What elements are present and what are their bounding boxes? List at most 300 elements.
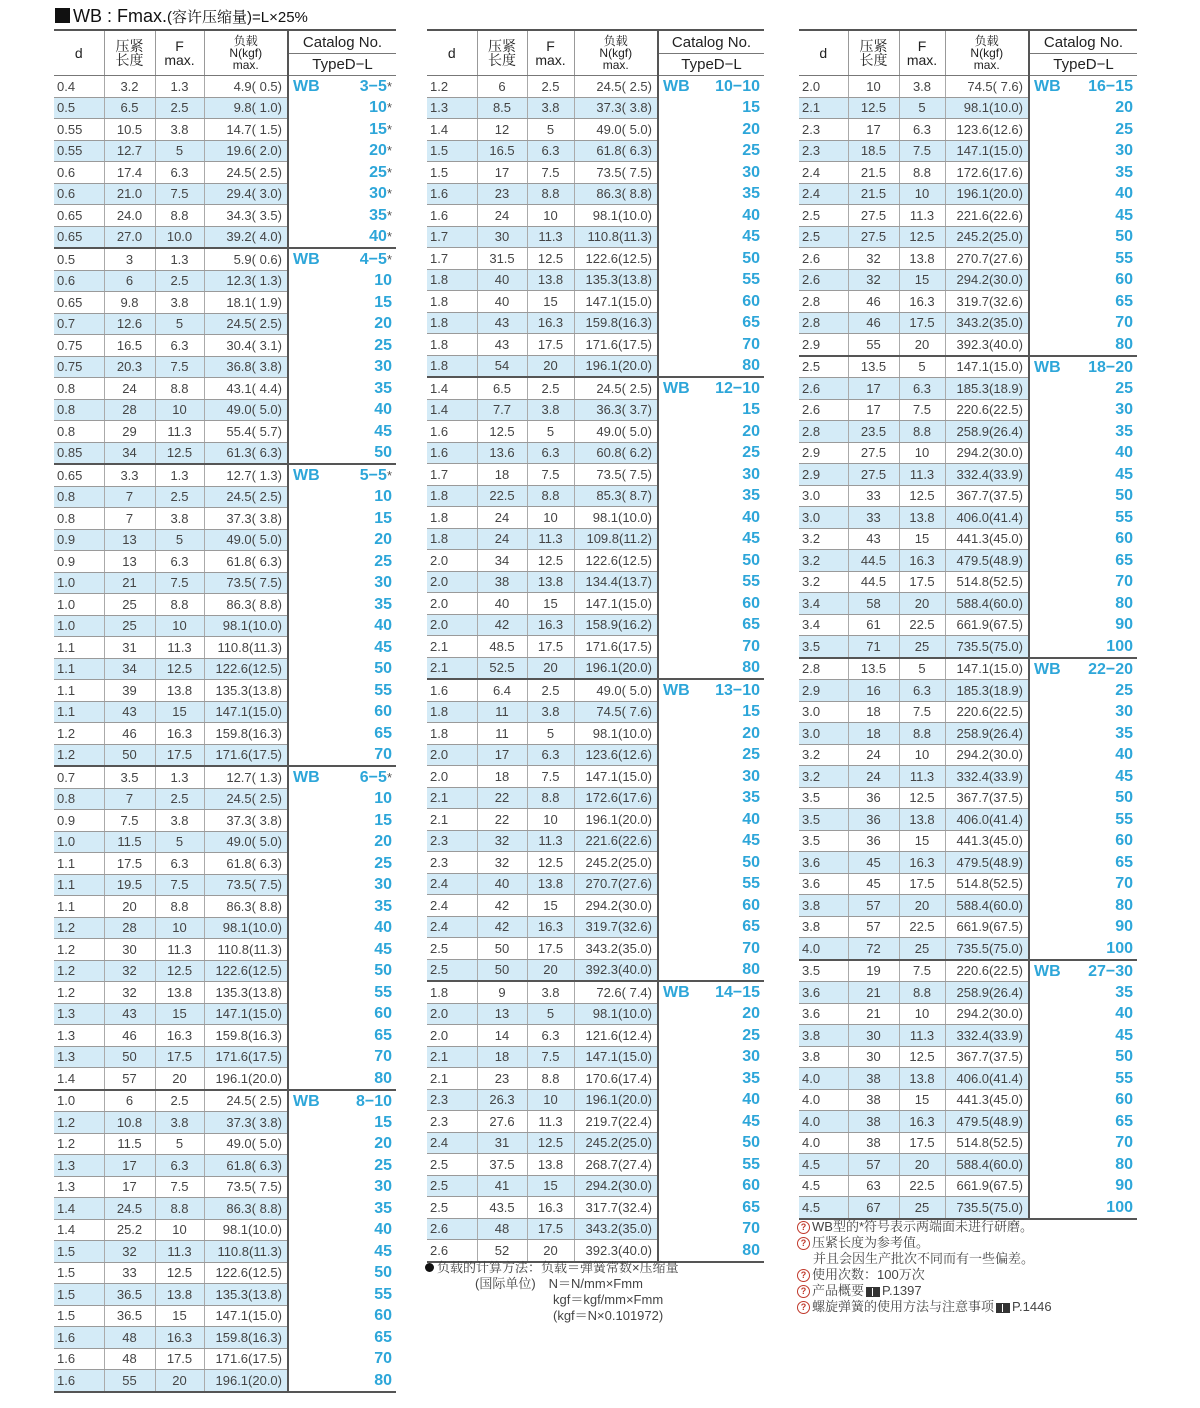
catalog-number[interactable] xyxy=(288,1348,396,1370)
spec-table-column-2 xyxy=(427,29,764,1263)
catalog-number[interactable] xyxy=(658,355,764,377)
catalog-number[interactable] xyxy=(658,852,764,874)
catalog-number[interactable] xyxy=(288,442,396,464)
catalog-number[interactable] xyxy=(288,810,396,832)
header-solid-length xyxy=(104,30,155,76)
catalog-number[interactable] xyxy=(1029,636,1137,658)
table-row xyxy=(427,614,764,636)
cell-load: 37.3( 3.8) xyxy=(204,508,288,530)
catalog-number[interactable] xyxy=(288,1198,396,1220)
cell-fmax: 8.8 xyxy=(527,485,574,507)
catalog-number[interactable] xyxy=(1029,1003,1137,1025)
table-row xyxy=(427,1154,764,1176)
unground-mark: * xyxy=(386,100,392,116)
catalog-number[interactable] xyxy=(658,895,764,917)
catalog-number[interactable] xyxy=(288,551,396,573)
catalog-number[interactable] xyxy=(1029,852,1137,874)
catalog-number[interactable] xyxy=(1029,312,1137,334)
catalog-number[interactable] xyxy=(658,507,764,529)
cell-load: 61.8( 6.3) xyxy=(204,551,288,573)
cell-solid-length: 17 xyxy=(104,1155,155,1177)
cell-d: 1.6 xyxy=(54,1327,104,1349)
table-row xyxy=(427,119,764,141)
catalog-number[interactable] xyxy=(658,269,764,291)
catalog-number[interactable] xyxy=(658,312,764,334)
table-row xyxy=(427,1111,764,1133)
catalog-number[interactable] xyxy=(288,960,396,982)
catalog-number[interactable] xyxy=(288,1112,396,1134)
catalog-number[interactable] xyxy=(288,76,396,98)
cell-solid-length: 57 xyxy=(848,916,899,938)
catalog-number[interactable] xyxy=(1029,442,1137,464)
cell-load: 479.5(48.9) xyxy=(945,852,1029,874)
cell-solid-length: 57 xyxy=(104,1068,155,1090)
catalog-number[interactable] xyxy=(288,874,396,896)
catalog-number[interactable] xyxy=(1029,183,1137,205)
catalog-length: 40 xyxy=(369,228,387,245)
catalog-number[interactable] xyxy=(1029,571,1137,593)
cell-fmax: 12.5 xyxy=(155,442,204,464)
catalog-number[interactable] xyxy=(658,97,764,119)
catalog-number[interactable] xyxy=(658,485,764,507)
catalog-number[interactable] xyxy=(288,831,396,853)
catalog-number[interactable] xyxy=(658,959,764,981)
catalog-number[interactable] xyxy=(658,291,764,313)
cell-load: 12.7( 1.3) xyxy=(204,464,288,486)
cell-d: 2.4 xyxy=(799,183,848,205)
catalog-number[interactable] xyxy=(288,335,396,357)
catalog-number[interactable] xyxy=(288,313,396,335)
catalog-number[interactable] xyxy=(1029,895,1137,917)
catalog-number[interactable] xyxy=(1029,399,1137,421)
catalog-number[interactable] xyxy=(1029,809,1137,831)
catalog-number[interactable] xyxy=(1029,593,1137,615)
catalog-number[interactable] xyxy=(288,917,396,939)
catalog-length: 55 xyxy=(742,573,760,591)
cell-fmax: 12.5 xyxy=(899,1046,945,1068)
cell-fmax: 6.3 xyxy=(527,442,574,464)
catalog-length: 60 xyxy=(742,1177,760,1195)
catalog-number[interactable] xyxy=(288,226,396,248)
catalog-number[interactable] xyxy=(658,205,764,227)
catalog-number[interactable] xyxy=(288,1305,396,1327)
cell-d: 0.8 xyxy=(54,421,104,443)
catalog-length: 20 xyxy=(1115,99,1133,117)
catalog-number[interactable] xyxy=(658,1003,764,1025)
catalog-number[interactable] xyxy=(288,162,396,184)
cell-load: 134.4(13.7) xyxy=(574,571,658,593)
table-row xyxy=(799,1068,1137,1090)
note-4-page[interactable]: P.1397 xyxy=(882,1283,922,1298)
catalog-number[interactable] xyxy=(658,377,764,399)
cell-solid-length: 6.4 xyxy=(477,679,527,701)
catalog-d: 4− xyxy=(359,251,379,268)
catalog-number[interactable] xyxy=(1029,1068,1137,1090)
catalog-number[interactable] xyxy=(658,399,764,421)
catalog-number[interactable] xyxy=(288,1155,396,1177)
catalog-number[interactable] xyxy=(658,981,764,1003)
catalog-number[interactable] xyxy=(1029,982,1137,1004)
cell-fmax: 12.5 xyxy=(899,787,945,809)
cell-d: 1.6 xyxy=(427,183,477,205)
catalog-number[interactable] xyxy=(658,119,764,141)
catalog-number[interactable] xyxy=(1029,550,1137,572)
header-text: max. xyxy=(535,52,566,68)
cell-load: 185.3(18.9) xyxy=(945,378,1029,400)
catalog-number[interactable] xyxy=(288,1003,396,1025)
table-row xyxy=(799,442,1137,464)
cell-fmax: 6.3 xyxy=(155,335,204,357)
cell-load: 588.4(60.0) xyxy=(945,895,1029,917)
cell-d: 2.5 xyxy=(427,1154,477,1176)
catalog-number[interactable] xyxy=(1029,787,1137,809)
catalog-number[interactable] xyxy=(658,636,764,658)
cell-solid-length: 21.5 xyxy=(848,183,899,205)
catalog-number[interactable] xyxy=(288,1133,396,1155)
cell-solid-length: 7 xyxy=(104,508,155,530)
cell-d: 1.5 xyxy=(427,140,477,162)
catalog-length: 35 xyxy=(742,1069,760,1087)
catalog-number[interactable] xyxy=(1029,119,1137,141)
catalog-number[interactable] xyxy=(288,205,396,227)
cell-d: 0.8 xyxy=(54,508,104,530)
catalog-number[interactable] xyxy=(288,1176,396,1198)
catalog-number[interactable] xyxy=(288,982,396,1004)
cell-d: 1.8 xyxy=(427,291,477,313)
catalog-number[interactable] xyxy=(288,378,396,400)
catalog-number[interactable] xyxy=(658,593,764,615)
cell-solid-length: 57 xyxy=(848,895,899,917)
catalog-number[interactable] xyxy=(288,1068,396,1090)
cell-solid-length: 32 xyxy=(848,269,899,291)
catalog-number[interactable] xyxy=(1029,248,1137,270)
catalog-number[interactable] xyxy=(658,1068,764,1090)
catalog-length: 45 xyxy=(1115,206,1133,224)
catalog-number[interactable] xyxy=(1029,1089,1137,1111)
cell-d: 2.9 xyxy=(799,442,848,464)
catalog-number[interactable] xyxy=(1029,1025,1137,1047)
catalog-number[interactable] xyxy=(1029,356,1137,378)
catalog-number[interactable] xyxy=(288,701,396,723)
cell-solid-length: 44.5 xyxy=(848,571,899,593)
cell-fmax: 15 xyxy=(155,701,204,723)
catalog-length: 50 xyxy=(374,962,392,980)
catalog-number[interactable] xyxy=(1029,680,1137,702)
catalog-number[interactable] xyxy=(288,1090,396,1112)
catalog-number[interactable] xyxy=(1029,1175,1137,1197)
cell-solid-length: 10.5 xyxy=(104,119,155,141)
catalog-number[interactable] xyxy=(658,787,764,809)
catalog-length: 35 xyxy=(1115,422,1133,440)
table-row xyxy=(799,571,1137,593)
cell-load: 171.6(17.5) xyxy=(204,1348,288,1370)
cell-load: 270.7(27.6) xyxy=(574,873,658,895)
cell-fmax: 7.5 xyxy=(899,701,945,723)
catalog-number[interactable] xyxy=(658,809,764,831)
cell-d: 3.8 xyxy=(799,1046,848,1068)
cell-fmax: 13.8 xyxy=(899,507,945,529)
catalog-number[interactable] xyxy=(288,292,396,314)
catalog-number[interactable] xyxy=(1029,938,1137,960)
catalog-number[interactable] xyxy=(658,76,764,98)
catalog-number[interactable] xyxy=(658,873,764,895)
catalog-number[interactable] xyxy=(1029,291,1137,313)
catalog-number[interactable] xyxy=(1029,485,1137,507)
catalog-number[interactable] xyxy=(288,119,396,141)
catalog-number[interactable] xyxy=(1029,723,1137,745)
catalog-number[interactable] xyxy=(1029,1046,1137,1068)
catalog-length: 40 xyxy=(374,401,392,419)
catalog-number[interactable] xyxy=(1029,76,1137,98)
catalog-number[interactable] xyxy=(1029,701,1137,723)
catalog-number[interactable] xyxy=(1029,1132,1137,1154)
catalog-number[interactable] xyxy=(1029,140,1137,162)
cell-d: 2.0 xyxy=(427,766,477,788)
catalog-number[interactable] xyxy=(1029,658,1137,680)
catalog-number[interactable] xyxy=(1029,960,1137,982)
catalog-number[interactable] xyxy=(1029,226,1137,248)
catalog-number[interactable] xyxy=(288,594,396,616)
table-row xyxy=(54,205,396,227)
table-row xyxy=(54,939,396,961)
catalog-number[interactable] xyxy=(658,442,764,464)
cell-solid-length: 34 xyxy=(477,550,527,572)
catalog-number[interactable] xyxy=(658,1240,764,1262)
catalog-number[interactable] xyxy=(288,97,396,119)
square-bullet-icon xyxy=(55,8,70,23)
cell-fmax: 1.3 xyxy=(155,766,204,788)
catalog-length: 30 xyxy=(742,1048,760,1066)
table-row xyxy=(427,1132,764,1154)
header-text: 负载 xyxy=(603,34,628,48)
catalog-number[interactable] xyxy=(658,679,764,701)
catalog-number[interactable] xyxy=(1029,916,1137,938)
table-row xyxy=(54,529,396,551)
catalog-number[interactable] xyxy=(1029,507,1137,529)
catalog-number[interactable] xyxy=(658,421,764,443)
catalog-number[interactable] xyxy=(1029,162,1137,184)
catalog-number[interactable] xyxy=(658,464,764,486)
cell-d: 4.0 xyxy=(799,1068,848,1090)
cell-d: 1.8 xyxy=(427,507,477,529)
catalog-number[interactable] xyxy=(658,723,764,745)
catalog-number[interactable] xyxy=(658,1089,764,1111)
table-row xyxy=(799,399,1137,421)
cell-load: 135.3(13.8) xyxy=(574,269,658,291)
cell-solid-length: 36.5 xyxy=(104,1284,155,1306)
catalog-number[interactable] xyxy=(288,658,396,680)
catalog-number[interactable] xyxy=(288,248,396,270)
catalog-number[interactable] xyxy=(288,723,396,745)
catalog-number[interactable] xyxy=(1029,464,1137,486)
catalog-number[interactable] xyxy=(658,1046,764,1068)
cell-fmax: 13.8 xyxy=(899,248,945,270)
table-row xyxy=(427,657,764,679)
catalog-number[interactable] xyxy=(658,1132,764,1154)
catalog-number[interactable] xyxy=(658,1111,764,1133)
cell-load: 24.5( 2.5) xyxy=(574,76,658,98)
catalog-number[interactable] xyxy=(658,226,764,248)
catalog-number[interactable] xyxy=(288,421,396,443)
cell-d: 1.6 xyxy=(54,1348,104,1370)
cell-solid-length: 11.5 xyxy=(104,1133,155,1155)
catalog-length: 55 xyxy=(374,681,392,699)
catalog-number[interactable] xyxy=(658,140,764,162)
catalog-number[interactable] xyxy=(288,1370,396,1392)
table-row xyxy=(54,615,396,637)
catalog-number[interactable] xyxy=(658,614,764,636)
cell-d: 1.6 xyxy=(54,1370,104,1392)
catalog-number[interactable] xyxy=(658,183,764,205)
catalog-number[interactable] xyxy=(288,486,396,508)
catalog-number[interactable] xyxy=(288,399,396,421)
catalog-number[interactable] xyxy=(1029,205,1137,227)
catalog-number[interactable] xyxy=(288,896,396,918)
catalog-number[interactable] xyxy=(288,1284,396,1306)
header-catalog-no xyxy=(288,30,396,76)
table-row xyxy=(54,162,396,184)
cell-fmax: 3.8 xyxy=(155,292,204,314)
catalog-number[interactable] xyxy=(1029,97,1137,119)
catalog-number[interactable] xyxy=(288,572,396,594)
cell-solid-length: 24.0 xyxy=(104,205,155,227)
catalog-number[interactable] xyxy=(658,1154,764,1176)
catalog-number[interactable] xyxy=(1029,269,1137,291)
cell-fmax: 16.3 xyxy=(527,614,574,636)
catalog-number[interactable] xyxy=(658,701,764,723)
catalog-number[interactable] xyxy=(288,680,396,702)
catalog-length: 50 xyxy=(374,660,392,678)
catalog-number[interactable] xyxy=(658,830,764,852)
cell-solid-length: 7.7 xyxy=(477,399,527,421)
cell-load: 18.1( 1.9) xyxy=(204,292,288,314)
cell-solid-length: 3 xyxy=(104,248,155,270)
catalog-number[interactable] xyxy=(288,356,396,378)
cell-load: 735.5(75.0) xyxy=(945,1197,1029,1219)
catalog-number[interactable] xyxy=(288,270,396,292)
catalog-number[interactable] xyxy=(288,183,396,205)
catalog-number[interactable] xyxy=(658,1175,764,1197)
catalog-number[interactable] xyxy=(658,162,764,184)
catalog-number[interactable] xyxy=(658,657,764,679)
catalog-number[interactable] xyxy=(658,916,764,938)
catalog-number[interactable] xyxy=(658,550,764,572)
cell-solid-length: 28 xyxy=(104,399,155,421)
catalog-number[interactable] xyxy=(1029,1154,1137,1176)
catalog-number[interactable] xyxy=(1029,421,1137,443)
catalog-number[interactable] xyxy=(288,744,396,766)
cell-fmax: 11.3 xyxy=(899,464,945,486)
catalog-number[interactable] xyxy=(288,939,396,961)
cell-fmax: 15 xyxy=(899,830,945,852)
catalog-number[interactable] xyxy=(658,571,764,593)
catalog-number[interactable] xyxy=(658,334,764,356)
table-row xyxy=(54,183,396,205)
catalog-length: 25 xyxy=(374,1156,392,1174)
catalog-length: 50 xyxy=(1115,228,1133,246)
table-row xyxy=(799,334,1137,356)
header-text: N(kgf) xyxy=(229,46,263,60)
catalog-number[interactable] xyxy=(288,1241,396,1263)
cell-solid-length: 17 xyxy=(477,162,527,184)
catalog-number[interactable] xyxy=(1029,830,1137,852)
cell-solid-length: 50 xyxy=(477,938,527,960)
table-row xyxy=(54,960,396,982)
header-text: max. xyxy=(232,58,259,72)
cell-fmax: 6.3 xyxy=(899,119,945,141)
cell-fmax: 16.3 xyxy=(899,550,945,572)
catalog-number[interactable] xyxy=(658,766,764,788)
catalog-length: 60 xyxy=(742,594,760,612)
cell-fmax: 8.8 xyxy=(899,723,945,745)
cell-d: 1.1 xyxy=(54,853,104,875)
catalog-number[interactable] xyxy=(658,744,764,766)
catalog-number[interactable] xyxy=(288,1025,396,1047)
note-5-page[interactable]: P.1446 xyxy=(1012,1299,1052,1314)
catalog-number[interactable] xyxy=(288,140,396,162)
catalog-number[interactable] xyxy=(288,853,396,875)
catalog-number[interactable] xyxy=(1029,528,1137,550)
catalog-number[interactable] xyxy=(288,637,396,659)
cell-load: 37.3( 3.8) xyxy=(574,97,658,119)
catalog-number[interactable] xyxy=(1029,744,1137,766)
cell-solid-length: 18 xyxy=(477,464,527,486)
cell-d: 1.1 xyxy=(54,701,104,723)
catalog-length: 80 xyxy=(374,1371,392,1389)
cell-load: 85.3( 8.7) xyxy=(574,485,658,507)
catalog-number[interactable] xyxy=(1029,766,1137,788)
catalog-number[interactable] xyxy=(288,1327,396,1349)
catalog-number[interactable] xyxy=(288,464,396,486)
cell-fmax: 10 xyxy=(899,442,945,464)
catalog-number[interactable] xyxy=(1029,1197,1137,1219)
catalog-number[interactable] xyxy=(658,1218,764,1240)
catalog-number[interactable] xyxy=(1029,378,1137,400)
catalog-length: 20 xyxy=(742,1005,760,1023)
catalog-number[interactable] xyxy=(658,1025,764,1047)
cell-load: 110.8(11.3) xyxy=(204,1241,288,1263)
catalog-number[interactable] xyxy=(288,1262,396,1284)
catalog-number[interactable] xyxy=(288,1046,396,1068)
cell-fmax: 17.5 xyxy=(527,636,574,658)
catalog-number[interactable] xyxy=(658,248,764,270)
catalog-number[interactable] xyxy=(288,1219,396,1241)
catalog-length: 30 xyxy=(374,574,392,592)
cell-d: 1.8 xyxy=(427,334,477,356)
cell-solid-length: 33 xyxy=(848,485,899,507)
catalog-number[interactable] xyxy=(288,766,396,788)
catalog-number[interactable] xyxy=(1029,1111,1137,1133)
catalog-number[interactable] xyxy=(1029,873,1137,895)
catalog-number[interactable] xyxy=(1029,334,1137,356)
tip-icon xyxy=(797,1237,810,1250)
catalog-number[interactable] xyxy=(288,615,396,637)
catalog-number[interactable] xyxy=(658,1197,764,1219)
catalog-number[interactable] xyxy=(1029,614,1137,636)
catalog-length: 35 xyxy=(742,185,760,203)
header-catalog-no xyxy=(1029,30,1137,76)
catalog-number[interactable] xyxy=(658,938,764,960)
catalog-number[interactable] xyxy=(288,529,396,551)
catalog-number[interactable] xyxy=(658,528,764,550)
catalog-number[interactable] xyxy=(288,508,396,530)
catalog-length: 30 xyxy=(742,163,760,181)
cell-fmax: 7.5 xyxy=(527,162,574,184)
table-row xyxy=(54,464,396,486)
catalog-number[interactable] xyxy=(288,788,396,810)
cell-load: 441.3(45.0) xyxy=(945,830,1029,852)
cell-solid-length: 30 xyxy=(848,1046,899,1068)
